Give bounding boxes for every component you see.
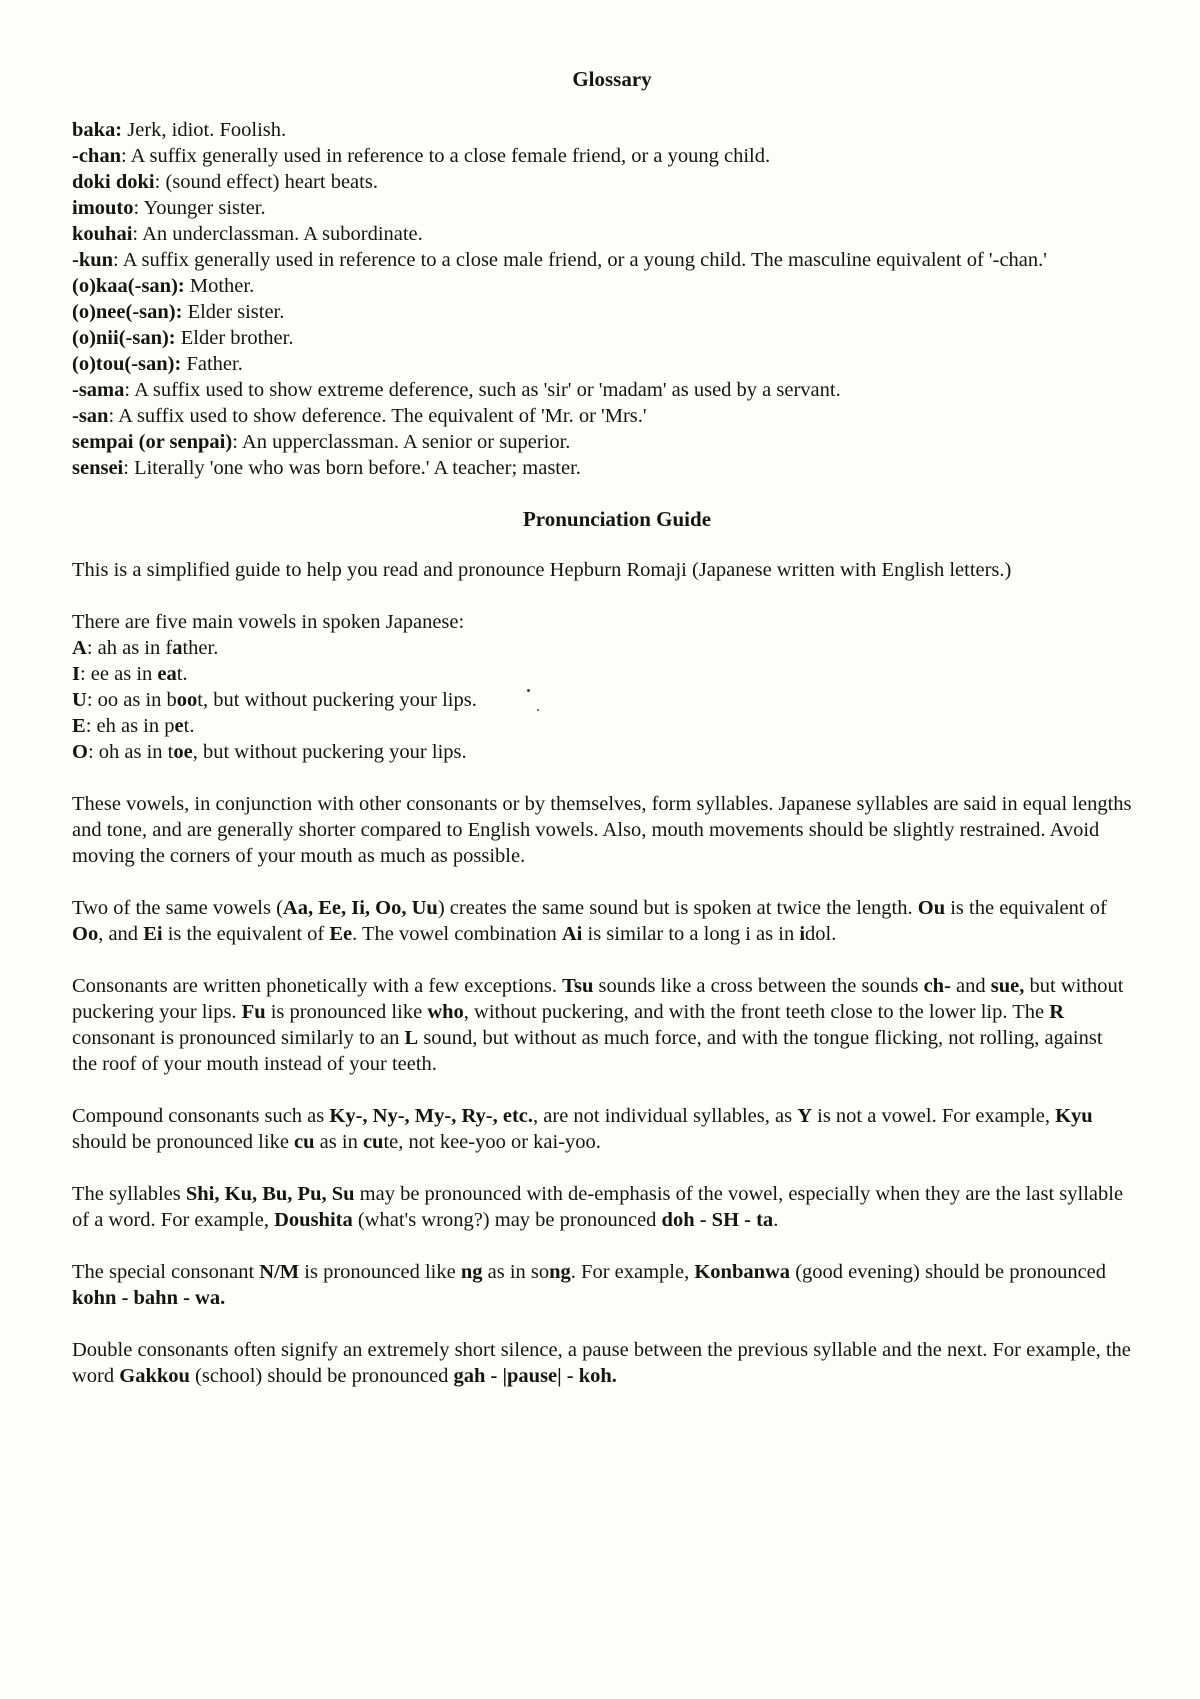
glossary-definition: : An underclassman. A subordinate. <box>132 223 423 245</box>
glossary-definition: : (sound effect) heart beats. <box>154 171 378 193</box>
text-run: , are not individual syllables, as <box>533 1105 798 1127</box>
text-run: should be pronounced like <box>72 1131 295 1153</box>
syllables-paragraph: These vowels, in conjunction with other consonants or by themselves, form syllables. Japanese syllables are said in equal lengths and tone, and are generally shorter compared to English vowels. Also, mouth movements should be slightly restrained. Avoid moving the corners of your mouth as much as possible. <box>72 793 1132 867</box>
vowel-letter: U <box>72 689 87 711</box>
glossary-entry <box>72 247 1132 273</box>
glossary-entry <box>72 221 1132 247</box>
bold-run: Shi, Ku, Bu, Pu, Su <box>185 1183 355 1205</box>
vowel-letter: I <box>72 663 80 685</box>
glossary-term: (o)kaa(-san): <box>72 275 185 297</box>
glossary-definition: : A suffix generally used in reference to a close male friend, or a young child. The masculine equivalent of '-chan.' <box>113 249 1047 271</box>
glossary-definition: : An upperclassman. A senior or superior. <box>232 431 571 453</box>
text-run: The special consonant <box>72 1261 260 1283</box>
vowel-text: : oo as in b <box>86 689 177 711</box>
glossary-definition: : Younger sister. <box>133 197 266 219</box>
glossary-term: -chan <box>72 145 121 167</box>
vowel-text: : ah as in f <box>86 637 173 659</box>
vowel-text: t. <box>183 715 195 737</box>
glossary-entry <box>72 377 1132 403</box>
bold-run: Ky-, Ny-, My-, Ry-, etc. <box>329 1105 534 1127</box>
glossary-title: Glossary <box>572 67 652 91</box>
text-run: ) creates the same sound but is spoken at twice the length. <box>437 897 918 919</box>
glossary-definition: Elder sister. <box>182 301 285 323</box>
bold-run: ch- <box>923 975 951 997</box>
bold-run: who <box>427 1001 464 1023</box>
glossary-entry <box>72 143 1132 169</box>
glossary-entry <box>72 455 1132 481</box>
glossary-term: -sama <box>72 379 125 401</box>
text-run: . <box>773 1209 779 1231</box>
text-run: (good evening) should be pronounced <box>790 1261 1107 1283</box>
bold-run: Ei <box>143 923 163 945</box>
glossary-definition: : A suffix used to show deference. The equivalent of 'Mr. or 'Mrs.' <box>108 405 647 427</box>
text-run: is the equivalent of <box>162 923 330 945</box>
text-run: The syllables <box>72 1183 186 1205</box>
text-run: te, not kee-yoo or kai-yoo. <box>383 1131 601 1153</box>
glossary-definition: Father. <box>181 353 243 375</box>
vowel-highlight: e <box>174 715 184 737</box>
text-run: (school) should be pronounced <box>189 1365 454 1387</box>
vowel-text: t, but without puckering your lips. <box>197 689 477 711</box>
glossary-entry <box>72 429 1132 455</box>
bold-run: R <box>1049 1001 1065 1023</box>
special-consonant-paragraph <box>72 1259 1132 1311</box>
text-run: but without puckering your lips. <box>72 975 1124 1023</box>
glossary-term: doki doki <box>72 171 155 193</box>
text-run: . For example, <box>570 1261 695 1283</box>
double-consonants-paragraph <box>72 1337 1132 1389</box>
vowel-text: , but without puckering your lips. <box>192 741 467 763</box>
glossary-term: sensei <box>72 457 124 479</box>
bold-run: Oo <box>72 923 99 945</box>
vowel-text: ther. <box>182 637 219 659</box>
bold-run: Fu <box>241 1001 266 1023</box>
glossary-entry <box>72 273 1132 299</box>
glossary-definition: Mother. <box>184 275 255 297</box>
bold-run: cu <box>294 1131 315 1153</box>
text-run: Double consonants often signify an extremely short silence, a pause between the previous syllable and the next. For example, the word <box>72 1339 1131 1387</box>
glossary-definition: : A suffix generally used in reference to a close female friend, or a young child. <box>120 145 771 167</box>
vowel-item <box>72 635 1132 661</box>
double-vowels-paragraph <box>72 895 1132 947</box>
text-run: sound, but without as much force, and with the tongue flicking, not rolling, against the roof of your mouth instead of your teeth. <box>72 1027 1103 1075</box>
text-run: consonant is pronounced similarly to an <box>72 1027 405 1049</box>
bold-run: Tsu <box>562 975 594 997</box>
bold-run: i <box>799 923 806 945</box>
vowel-text: t. <box>176 663 188 685</box>
text-run: (what's wrong?) may be pronounced <box>352 1209 662 1231</box>
vowel-text: : ee as in <box>79 663 158 685</box>
document-content <box>72 66 1132 1415</box>
vowel-item <box>72 687 1132 713</box>
vowel-list <box>72 609 1132 765</box>
vowel-letter: O <box>72 741 88 763</box>
text-run: is the equivalent of <box>945 897 1107 919</box>
text-run: as in so <box>482 1261 550 1283</box>
glossary-definition: Elder brother. <box>175 327 294 349</box>
text-run: Compound consonants such as <box>72 1105 330 1127</box>
glossary-definition: Jerk, idiot. Foolish. <box>122 119 287 141</box>
bold-run: gah - |pause| - koh. <box>453 1365 617 1387</box>
bold-run: L <box>404 1027 419 1049</box>
pronunciation-intro: This is a simplified guide to help you read and pronounce Hepburn Romaji (Japanese written with English letters.) <box>72 559 1012 581</box>
glossary-term: (o)nee(-san): <box>72 301 183 323</box>
vowel-text: : oh as in t <box>87 741 174 763</box>
de-emphasis-paragraph <box>72 1181 1132 1233</box>
bold-run: Ee <box>329 923 353 945</box>
bold-run: sue, <box>990 975 1025 997</box>
bold-run: Kyu <box>1055 1105 1093 1127</box>
vowel-item <box>72 713 1132 739</box>
vowel-highlight: ea <box>157 663 177 685</box>
vowel-highlight: a <box>172 637 183 659</box>
glossary-entry <box>72 117 1132 143</box>
glossary-entry <box>72 403 1132 429</box>
bold-run: ng <box>549 1261 571 1283</box>
bold-run: N/M <box>259 1261 300 1283</box>
bold-run: Konbanwa <box>694 1261 791 1283</box>
bold-run: Aa, Ee, Ii, Oo, Uu <box>282 897 438 919</box>
text-run: may be pronounced with de-emphasis of the vowel, especially when they are the last syllable of a word. For example, <box>72 1183 1124 1231</box>
text-run: . The vowel combination <box>352 923 562 945</box>
text-run: dol. <box>805 923 837 945</box>
text-run: sounds like a cross between the sounds <box>593 975 924 997</box>
glossary-entry <box>72 351 1132 377</box>
glossary-entry <box>72 299 1132 325</box>
glossary-definition: : Literally 'one who was born before.' A teacher; master. <box>123 457 581 479</box>
vowel-list-intro: There are five main vowels in spoken Japanese: <box>72 611 465 633</box>
text-run: , and <box>98 923 144 945</box>
text-run: , without puckering, and with the front teeth close to the lower lip. The <box>463 1001 1050 1023</box>
glossary-term: imouto <box>72 197 134 219</box>
bold-run: Gakkou <box>119 1365 190 1387</box>
vowel-letter: A <box>72 637 87 659</box>
vowel-item <box>72 739 1132 765</box>
text-run: is pronounced like <box>299 1261 461 1283</box>
vowel-item <box>72 661 1132 687</box>
pronunciation-guide-title: Pronunciation Guide <box>522 507 712 531</box>
bold-run: kohn - bahn - wa. <box>72 1287 226 1309</box>
text-run: is pronounced like <box>265 1001 428 1023</box>
bold-run: Y <box>797 1105 812 1127</box>
glossary-entry <box>72 325 1132 351</box>
glossary-term: (o)tou(-san): <box>72 353 182 375</box>
compound-consonants-paragraph <box>72 1103 1132 1155</box>
glossary-term: kouhai <box>72 223 133 245</box>
text-run: and <box>950 975 991 997</box>
bold-run: Ou <box>917 897 946 919</box>
glossary-definition: : A suffix used to show extreme deference, such as 'sir' or 'madam' as used by a servant. <box>124 379 841 401</box>
bold-run: Doushita <box>274 1209 353 1231</box>
bold-run: ng <box>460 1261 483 1283</box>
bold-run: doh - SH - ta <box>661 1209 774 1231</box>
glossary-term: (o)nii(-san): <box>72 327 176 349</box>
glossary-term: sempai (or senpai) <box>72 431 233 453</box>
vowel-highlight: oe <box>173 741 193 763</box>
glossary-term: -san <box>72 405 109 427</box>
glossary-list <box>72 117 1132 481</box>
text-run: Two of the same vowels ( <box>72 897 283 919</box>
glossary-term: baka: <box>72 119 123 141</box>
vowel-highlight: oo <box>176 689 198 711</box>
glossary-entry <box>72 195 1132 221</box>
glossary-term: -kun <box>72 249 114 271</box>
glossary-entry <box>72 169 1132 195</box>
vowel-text: : eh as in p <box>85 715 175 737</box>
consonants-paragraph <box>72 973 1132 1077</box>
bold-run: cu <box>362 1131 384 1153</box>
vowel-letter: E <box>72 715 86 737</box>
bold-run: Ai <box>561 923 583 945</box>
text-run: is similar to a long i as in <box>582 923 800 945</box>
text-run: Consonants are written phonetically with a few exceptions. <box>72 975 563 997</box>
text-run: is not a vowel. For example, <box>812 1105 1056 1127</box>
text-run: as in <box>314 1131 363 1153</box>
